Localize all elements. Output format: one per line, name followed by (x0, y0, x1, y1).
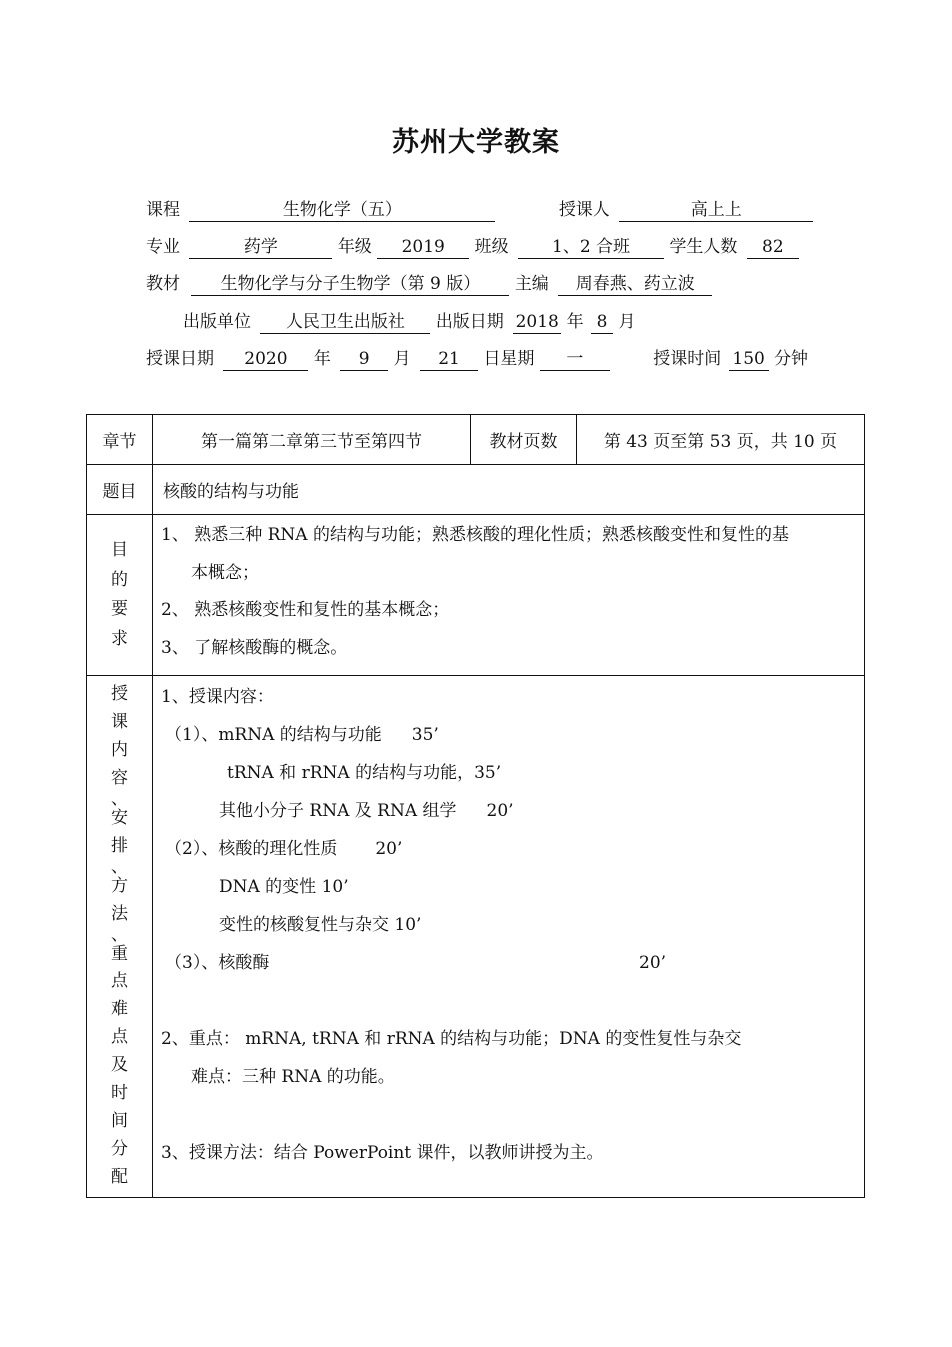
publisher-line (183, 310, 635, 334)
content-label-char: 分 (111, 1138, 128, 1159)
content-item: 变性的核酸复性与杂交 10’ (219, 915, 422, 935)
content-label-char: 方 (111, 875, 128, 896)
difficult-points: 难点：三种 RNA 的功能。 (191, 1067, 395, 1087)
objectives-label-char: 要 (111, 599, 128, 619)
pub-month: 8 (591, 311, 613, 334)
objectives-row (87, 515, 865, 676)
date-year: 2020 (223, 348, 308, 371)
content-label-char: 内 (111, 740, 128, 761)
grade-label: 年级 (337, 237, 372, 257)
blank-line (161, 982, 864, 1020)
class-label: 班级 (474, 237, 509, 257)
grade-value: 2019 (377, 236, 469, 259)
content-label-char: 安 (111, 807, 128, 828)
editor-label: 主编 (514, 274, 549, 294)
content-item (161, 944, 864, 982)
date-month: 9 (340, 348, 388, 371)
textbook-value: 生物化学与分子生物学（第 9 版） (191, 273, 509, 296)
content-label-char: 、 (111, 924, 128, 945)
objective-item-1-cont: 本概念； (191, 562, 259, 583)
content-item-text: 其他小分子 RNA 及 RNA 组学 (219, 801, 457, 821)
content-item: DNA 的变性 10’ (219, 877, 349, 897)
duration-unit: 分钟 (774, 349, 809, 369)
chapter-label: 章节 (87, 415, 153, 465)
course-label: 课程 (146, 200, 180, 220)
course-value: 生物化学（五） (189, 199, 495, 222)
pages-value: 第 43 页至第 53 页，共 10 页 (577, 415, 865, 465)
content-item-text: （2）、核酸的理化性质 (165, 839, 338, 859)
objective-item-1: 1、 熟悉三种 RNA 的结构与功能；熟悉核酸的理化性质；熟悉核酸变性和复性的基 (161, 525, 789, 545)
content-label-char: 难 (111, 999, 128, 1020)
publisher-label: 出版单位 (183, 312, 251, 332)
duration-label: 授课时间 (653, 349, 722, 369)
content-item (161, 792, 864, 830)
date-label: 授课日期 (146, 349, 214, 369)
blank-line (161, 1096, 864, 1134)
teacher-label: 授课人 (558, 200, 610, 220)
content-label-char: 时 (111, 1083, 128, 1104)
objectives-label-char: 目 (111, 540, 128, 560)
class-value: 1、2 合班 (518, 236, 664, 259)
content-label-char: 、 (111, 788, 128, 809)
content-item-time: 20’ (486, 801, 514, 821)
teaching-method: 3、授课方法：结合 PowerPoint 课件，以教师讲授为主。 (161, 1143, 604, 1163)
date-day: 21 (420, 348, 478, 371)
content-label-char: 重 (111, 943, 128, 964)
page-title: 苏州大学教案 (392, 127, 560, 158)
date-year-char: 年 (313, 349, 331, 369)
editor-value: 周春燕、药立波 (558, 273, 712, 296)
textbook-label: 教材 (146, 274, 180, 294)
date-line (146, 347, 808, 371)
major-value: 药学 (189, 236, 332, 259)
teacher-value: 高上上 (619, 199, 813, 222)
key-points: 2、重点： mRNA, tRNA 和 rRNA 的结构与功能；DNA 的变性复性与杂交 (161, 1029, 742, 1049)
pub-year-char: 年 (566, 312, 584, 332)
content-label-char: 、 (111, 856, 128, 877)
duration-value: 150 (729, 348, 769, 371)
pub-month-char: 月 (618, 312, 636, 332)
chapter-row (87, 415, 865, 465)
lesson-plan-table (86, 414, 865, 1198)
weekday-value: 一 (540, 348, 610, 371)
content-label-char: 法 (111, 903, 128, 924)
content-body (153, 676, 865, 1198)
students-label: 学生人数 (669, 237, 738, 257)
major-line (146, 235, 799, 259)
content-item-time: 20’ (375, 839, 403, 859)
content-row (87, 676, 865, 1198)
pages-label: 教材页数 (471, 415, 577, 465)
content-label-char: 间 (111, 1110, 128, 1131)
objectives-label-char: 的 (111, 569, 128, 590)
objective-item-2: 2、 熟悉核酸变性和复性的基本概念； (161, 600, 450, 621)
content-label-char: 授 (111, 684, 128, 705)
content-item-text: （1）、mRNA 的结构与功能 (165, 725, 382, 745)
day-weekday-label: 日星期 (483, 349, 535, 369)
content-label-char: 点 (111, 971, 128, 992)
publisher-value: 人民卫生出版社 (260, 311, 430, 334)
topic-row (87, 465, 865, 515)
content-item (161, 830, 864, 868)
content-item-time: 35’ (411, 725, 439, 745)
objective-item-3: 3、 了解核酸酶的概念。 (161, 637, 348, 658)
content-label-char: 排 (111, 835, 128, 856)
course-line (146, 198, 813, 222)
content-item-text: （3）、核酸酶 (165, 953, 270, 973)
date-month-char: 月 (393, 349, 411, 369)
students-value: 82 (747, 236, 799, 259)
content-label-char: 点 (111, 1027, 128, 1048)
objectives-label-char: 求 (111, 628, 128, 649)
topic-value: 核酸的结构与功能 (153, 465, 865, 515)
textbook-line (146, 272, 712, 296)
content-label-char: 及 (111, 1055, 128, 1076)
content-label-char: 容 (111, 768, 128, 789)
chapter-value: 第一篇第二章第三节至第四节 (153, 415, 471, 465)
objectives-content (153, 515, 865, 676)
content-item-time: 20’ (639, 953, 667, 973)
content-heading: 1、授课内容： (161, 687, 274, 707)
major-label: 专业 (146, 237, 180, 257)
topic-label: 题目 (87, 465, 153, 515)
content-item: tRNA 和 rRNA 的结构与功能，35’ (227, 763, 502, 783)
content-label-char: 课 (111, 712, 128, 733)
objectives-label (87, 515, 153, 676)
content-item (161, 716, 864, 754)
content-label-char: 配 (111, 1166, 128, 1187)
pubdate-label: 出版日期 (435, 312, 504, 332)
pub-year: 2018 (513, 311, 561, 334)
content-label (87, 676, 153, 1198)
